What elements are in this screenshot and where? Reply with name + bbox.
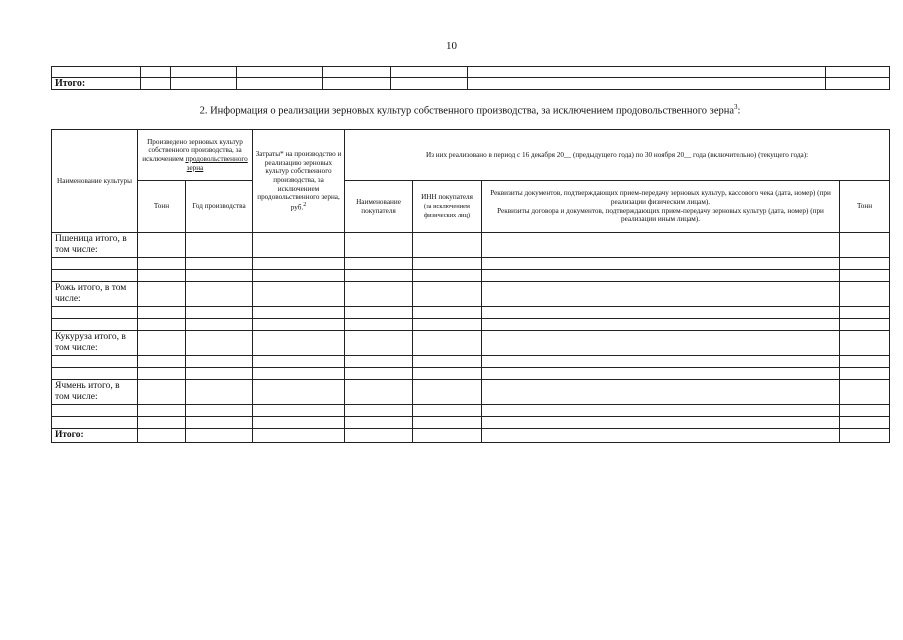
crop-group-row [52, 331, 890, 356]
total-label: Итого: [52, 78, 141, 90]
crop-group-label: Ячмень итого, в том числе: [52, 380, 138, 405]
table-row [52, 258, 890, 270]
header-tons: Тонн [138, 181, 186, 233]
table-row [52, 368, 890, 380]
header-requisites: Реквизиты документов, подтверждающих прием-передачу зерновых культур, кассового чека (дата, номер) (при реализации физическим лицам). Реквизиты договора и документов, подтверждающих прием-передачу зерновых культур (дата, номер) (при реализации иным лицам). [482, 181, 840, 233]
crop-group-row [52, 233, 890, 258]
table-row [52, 417, 890, 429]
crop-group-row [52, 282, 890, 307]
crop-group-label: Рожь итого, в том числе: [52, 282, 138, 307]
crop-group-label: Пшеница итого, в том числе: [52, 233, 138, 258]
crop-group-row [52, 380, 890, 405]
table-row [52, 356, 890, 368]
header-crop-name: Наименование культуры [52, 130, 138, 233]
table-total-row [52, 429, 890, 443]
table-row [52, 319, 890, 331]
header-costs: Затраты* на производство и реализацию зерновых культур собственного производства, за исключением продовольственного зерна, руб.$^2$ [253, 130, 345, 233]
crop-group-label: Кукуруза итого, в том числе: [52, 331, 138, 356]
grain-sales-table [51, 129, 890, 443]
header-year: Год производства [186, 181, 253, 233]
header-sold-group: Из них реализовано в период с 16 декабря 20__ (предыдущего года) по 30 ноября 20__ года (включительно) (текущего года): [345, 130, 890, 181]
continuation-row [52, 67, 890, 78]
page-number: 10 [446, 40, 457, 52]
table-row [52, 307, 890, 319]
header-sold-tons: Тонн [840, 181, 890, 233]
header-inn: ИНН покупателя (за исключением физических лиц) [413, 181, 482, 233]
header-row-1 [52, 130, 890, 181]
header-row-2 [52, 181, 890, 233]
table-row [52, 405, 890, 417]
header-buyer-name: Наименование покупателя [345, 181, 413, 233]
continuation-table [51, 66, 890, 90]
header-produced-group: Произведено зерновых культур собственного производства, за исключением продовольственного зерна [138, 130, 253, 181]
total-label: Итого: [52, 429, 138, 443]
continuation-total-row [52, 78, 890, 90]
section-title: 2. Информация о реализации зерновых культур собственного производства, за исключением продовольственного зерна$^3$: [199, 103, 741, 117]
table-row [52, 270, 890, 282]
